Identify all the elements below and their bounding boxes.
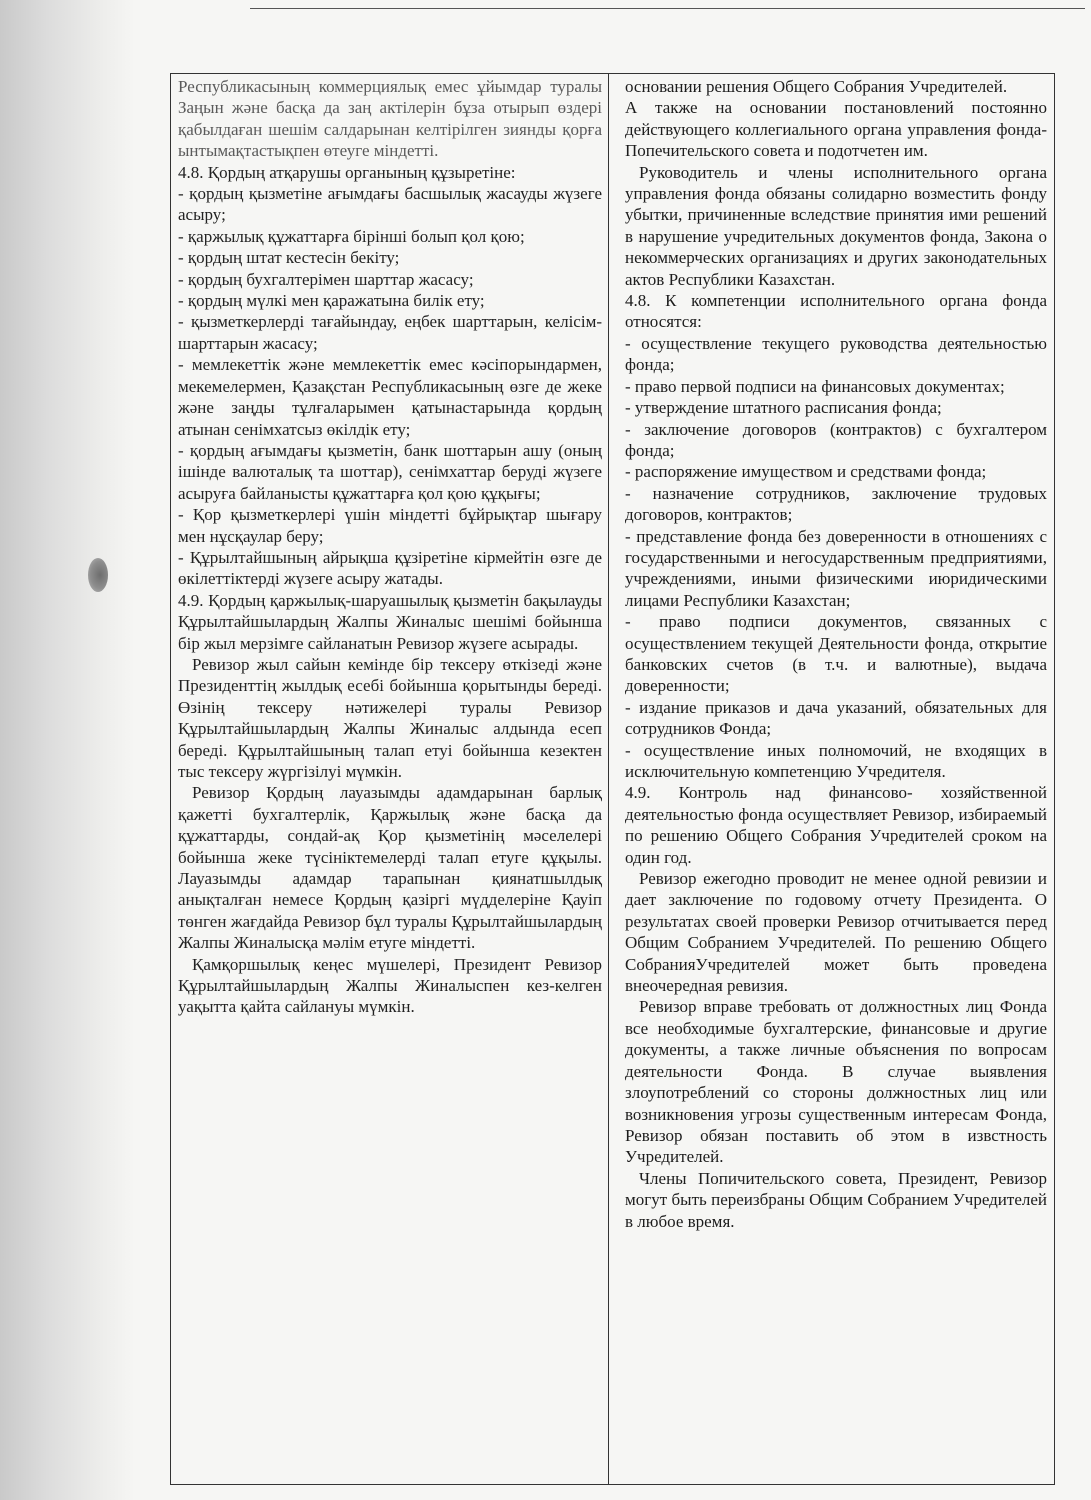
ru-paragraph-6: - право первой подписи на финансовых документах;	[625, 376, 1005, 396]
kz-paragraph-5: - қордың штат кестесін бекіту;	[178, 248, 400, 268]
kz-paragraph-1: Республикасының коммерциялық емес ұйымдар туралы Заңын және басқа да заң актілерін бұза отырып өздері қабылдаған шешім салдарынан келтірілген зиянды қорға ынтымақтастықпен өтеуге міндетті.	[178, 77, 602, 161]
ru-paragraph-15: 4.9. Контроль над финансово- хозяйственной деятельностью фонда осуществляет Ревизор, избираемый по решению Общего Собрания Учредителей сроком на один год.	[625, 783, 1047, 867]
kz-paragraph-2: 4.8. Қордың атқарушы органының құзыретіне:	[178, 162, 516, 182]
ru-paragraph-2: А также на основании постановлений постоянно действующего коллегиального органа управления фонда-Попечительского совета и подотчетен им.	[625, 98, 1047, 161]
ru-paragraph-14: - осуществление иных полномочий, не входящих в исключительную компетенцию Учредителя.	[625, 740, 1047, 781]
ru-paragraph-12: - право подписи документов, связанных с осуществлением текущей Деятельности фонда, открытие банковских счетов (в т.ч. и валютные), выдача доверенности;	[625, 612, 1047, 696]
kz-paragraph-6: - қордың бухгалтерімен шарттар жасасу;	[178, 269, 474, 289]
ru-paragraph-17: Ревизор вправе требовать от должностных лиц Фонда все необходимые бухгалтерские, финансовые и другие документы, а также личные объяснения по вопросам деятельности Фонда. В случае выявления злоупотреблений со стороны должностных лиц или возникновения угрозы существенным интересам Фонда, Ревизор обязан поставить об этом в извстность Учредителей.	[625, 997, 1047, 1167]
ru-paragraph-7: - утверждение штатного расписания фонда;	[625, 398, 942, 418]
russian-column	[625, 76, 1047, 1232]
page-top-edge-line	[250, 8, 1085, 9]
kz-paragraph-3: - қордың қызметіне ағымдағы басшылық жасауды жүзеге асыру;	[178, 184, 602, 225]
column-divider	[608, 74, 609, 1484]
kz-paragraph-16: Қамқоршылық кеңес мүшелері, Президент Ревизор Құрылтайшылардың Жалпы Жиналыспен кез-келген уақытта қайта сайлануы мүмкін.	[178, 954, 602, 1017]
kz-paragraph-10: - қордың ағымдағы қызметін, банк шоттарын ашу (оның ішінде валюталық та шоттар), сенімхаттар беруді жүзеге асыруға байланысты құжаттарға қол қою құқығы;	[178, 440, 602, 503]
bilingual-text-table	[170, 73, 1055, 1485]
ru-paragraph-16: Ревизор ежегодно проводит не менее одной ревизии и дает заключение по годовому отчету Президента. О результатах своей проверки Ревизор отчитывается перед Общим Собранием Учредителей. По решению Общего СобранияУчредителей может быть проведена внеочередная ревизия.	[625, 869, 1047, 996]
kz-paragraph-9: - мемлекеттік және мемлекеттік емес кәсіпорындармен, мекемелермен, Қазақстан Республикасының өзге де жеке және заңды тұлғаларымен қатынастарында қордың атынан сенімхатсыз өкілдік ету;	[178, 355, 602, 439]
ru-paragraph-9: - распоряжение имуществом и средствами фонда;	[625, 462, 987, 482]
kz-paragraph-12: - Құрылтайшының айрықша құзіретіне кірмейтін өзге де өкілеттіктерді жүзеге асыру жатады.	[178, 547, 602, 589]
ru-paragraph-18: Члены Попичительского совета, Президент, Ревизор могут быть переизбраны Общим Собранием Учредителей в любое время.	[625, 1168, 1047, 1231]
kazakh-column	[178, 76, 602, 1018]
kz-paragraph-7: - қордың мүлкі мен қаражатына билік ету;	[178, 291, 485, 311]
ru-paragraph-11: - представление фонда без доверенности в отношениях с государственными и негосударственным предприятиями, учреждениями, иными физическими июридическими лицами Республики Казахстан;	[625, 526, 1047, 610]
ru-paragraph-13: - издание приказов и дача указаний, обязательных для сотрудников Фонда;	[625, 697, 1047, 739]
ru-paragraph-3: Руководитель и члены исполнительного органа управления фонда обязаны солидарно возместить фонду убытки, причиненные вследствие принятия ими решений в нарушение учредительных документов фонда, Закона о некоммерческих организациях и других законодательных актов Республики Казахстан.	[625, 162, 1047, 289]
ru-paragraph-10: - назначение сотрудников, заключение трудовых договоров, контрактов;	[625, 483, 1047, 525]
ru-paragraph-4: 4.8. К компетенции исполнительного органа фонда относятся:	[625, 291, 1047, 332]
kz-paragraph-15: Ревизор Қордың лауазымды адамдарынан барлық қажетті бухгалтерлік, Қаржылық және басқа да құжаттарды, сондай-ақ Қор қызметінің мәселелері бойынша жеке түсініктемелерді талап етуге құқылы. Лауазымды адамдар тарапынан қиянатшылдық анықталған немесе Қордың қазіргі мүдделеріне Қауіп төнген жағдайда Ревизор бұл туралы Құрылтайшылардың Жалпы Жиналысқа мәлім етуге міндетті.	[178, 783, 602, 953]
ru-paragraph-5: - осуществление текущего руководства деятельностью фонда;	[625, 333, 1047, 375]
scan-shadow-edge	[0, 0, 135, 1500]
kz-paragraph-11: - Қор қызметкерлері үшін міндетті бұйрықтар шығару мен нұсқаулар беру;	[178, 505, 602, 546]
kz-paragraph-4: - қаржылық құжаттарға бірінші болып қол қою;	[178, 226, 525, 246]
ru-paragraph-1: основании решения Общего Собрания Учредителей.	[625, 77, 1008, 96]
kz-paragraph-13: 4.9. Қордың қаржылық-шаруашылық қызметін бақылауды Құрылтайшылардың Жалпы Жиналыс шешімі бойынша бір жыл мерзімге сайланатын Ревизор жүзеге асырады.	[178, 590, 602, 653]
kz-paragraph-8: - қызметкерлерді тағайындау, еңбек шарттарын, келісім-шарттарын жасасу;	[178, 312, 602, 353]
ru-paragraph-8: - заключение договоров (контрактов) с бухгалтером фонда;	[625, 419, 1047, 460]
kz-paragraph-14: Ревизор жыл сайын кемінде бір тексеру өткізеді және Президенттің жылдық есебі бойынша қорытынды береді. Өзінің тексеру нәтижелері туралы Ревизор Құрылтайшылардың Жалпы Жиналыс алдында есеп береді. Құрылтайшының талап етуі бойынша кезектен тыс тексеру жүргізілуі мүмкін.	[178, 654, 602, 781]
binder-hole	[88, 558, 108, 592]
